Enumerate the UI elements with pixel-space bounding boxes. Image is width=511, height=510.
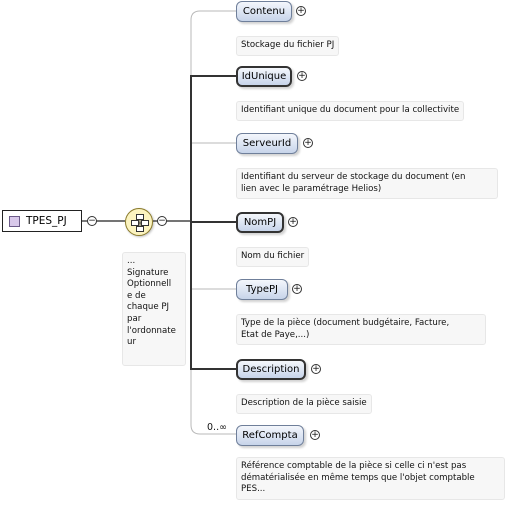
element-typepj-expand-toggle[interactable]: + bbox=[293, 284, 301, 294]
element-description[interactable] bbox=[236, 359, 306, 380]
element-typepj[interactable] bbox=[236, 279, 288, 300]
root-element-tpes-pj[interactable] bbox=[2, 210, 82, 232]
element-nompj-doc bbox=[236, 247, 309, 267]
sequence-collapse-toggle[interactable]: − bbox=[158, 216, 166, 226]
element-refcompta-doc bbox=[236, 457, 505, 500]
element-refcompta-occurrence: 0..∞ bbox=[207, 422, 227, 433]
element-idunique[interactable] bbox=[236, 66, 292, 87]
element-idunique-expand-toggle[interactable]: + bbox=[298, 71, 306, 81]
element-idunique-doc bbox=[236, 101, 464, 121]
element-nompj-expand-toggle[interactable]: + bbox=[289, 217, 297, 227]
sequence-compositor[interactable] bbox=[125, 208, 153, 236]
element-type-icon bbox=[9, 216, 20, 227]
element-contenu-doc-text: Stockage du fichier PJ bbox=[241, 40, 335, 50]
element-description-doc bbox=[236, 394, 372, 414]
element-serveurid-expand-toggle[interactable]: + bbox=[304, 138, 312, 148]
element-contenu-doc bbox=[236, 36, 339, 56]
element-contenu-label: Contenu bbox=[242, 6, 286, 17]
element-typepj-label: TypePJ bbox=[246, 284, 278, 295]
root-collapse-toggle[interactable]: − bbox=[88, 216, 96, 226]
sequence-annotation bbox=[122, 252, 186, 366]
element-description-doc-text: Description de la pièce saisie bbox=[241, 398, 367, 408]
element-nompj-label: NomPJ bbox=[243, 217, 277, 228]
element-idunique-doc-text: Identifiant unique du document pour la collectivite bbox=[241, 105, 460, 115]
root-element-label: TPES_PJ bbox=[26, 215, 67, 227]
sequence-annotation-text: ... Signature Optionnell e de chaque PJ par l'ordonnate ur bbox=[127, 256, 176, 348]
element-refcompta-label: RefCompta bbox=[242, 430, 298, 441]
element-description-label: Description bbox=[242, 364, 300, 375]
element-contenu[interactable] bbox=[236, 1, 292, 22]
element-serveurid[interactable] bbox=[236, 133, 298, 154]
element-refcompta[interactable] bbox=[236, 425, 304, 446]
element-refcompta-expand-toggle[interactable]: + bbox=[311, 430, 319, 440]
sequence-icon bbox=[130, 213, 150, 233]
element-nompj[interactable] bbox=[236, 212, 284, 233]
element-serveurid-doc-text: Identifiant du serveur de stockage du document (en lien avec le paramétrage Helios) bbox=[241, 172, 466, 194]
element-typepj-doc bbox=[236, 314, 486, 345]
element-serveurid-label: ServeurId bbox=[242, 138, 292, 149]
element-refcompta-doc-text: Référence comptable de la pièce si celle ci n'est pas dématérialisée en même temps que l'objet comptable PES... bbox=[241, 461, 475, 495]
element-idunique-label: IdUnique bbox=[241, 71, 287, 82]
element-serveurid-doc bbox=[236, 168, 498, 199]
element-description-expand-toggle[interactable]: + bbox=[312, 364, 320, 374]
element-nompj-doc-text: Nom du fichier bbox=[241, 251, 305, 261]
element-typepj-doc-text: Type de la pièce (document budgétaire, Facture, Etat de Paye,...) bbox=[241, 318, 450, 340]
element-contenu-expand-toggle[interactable]: + bbox=[297, 6, 305, 16]
